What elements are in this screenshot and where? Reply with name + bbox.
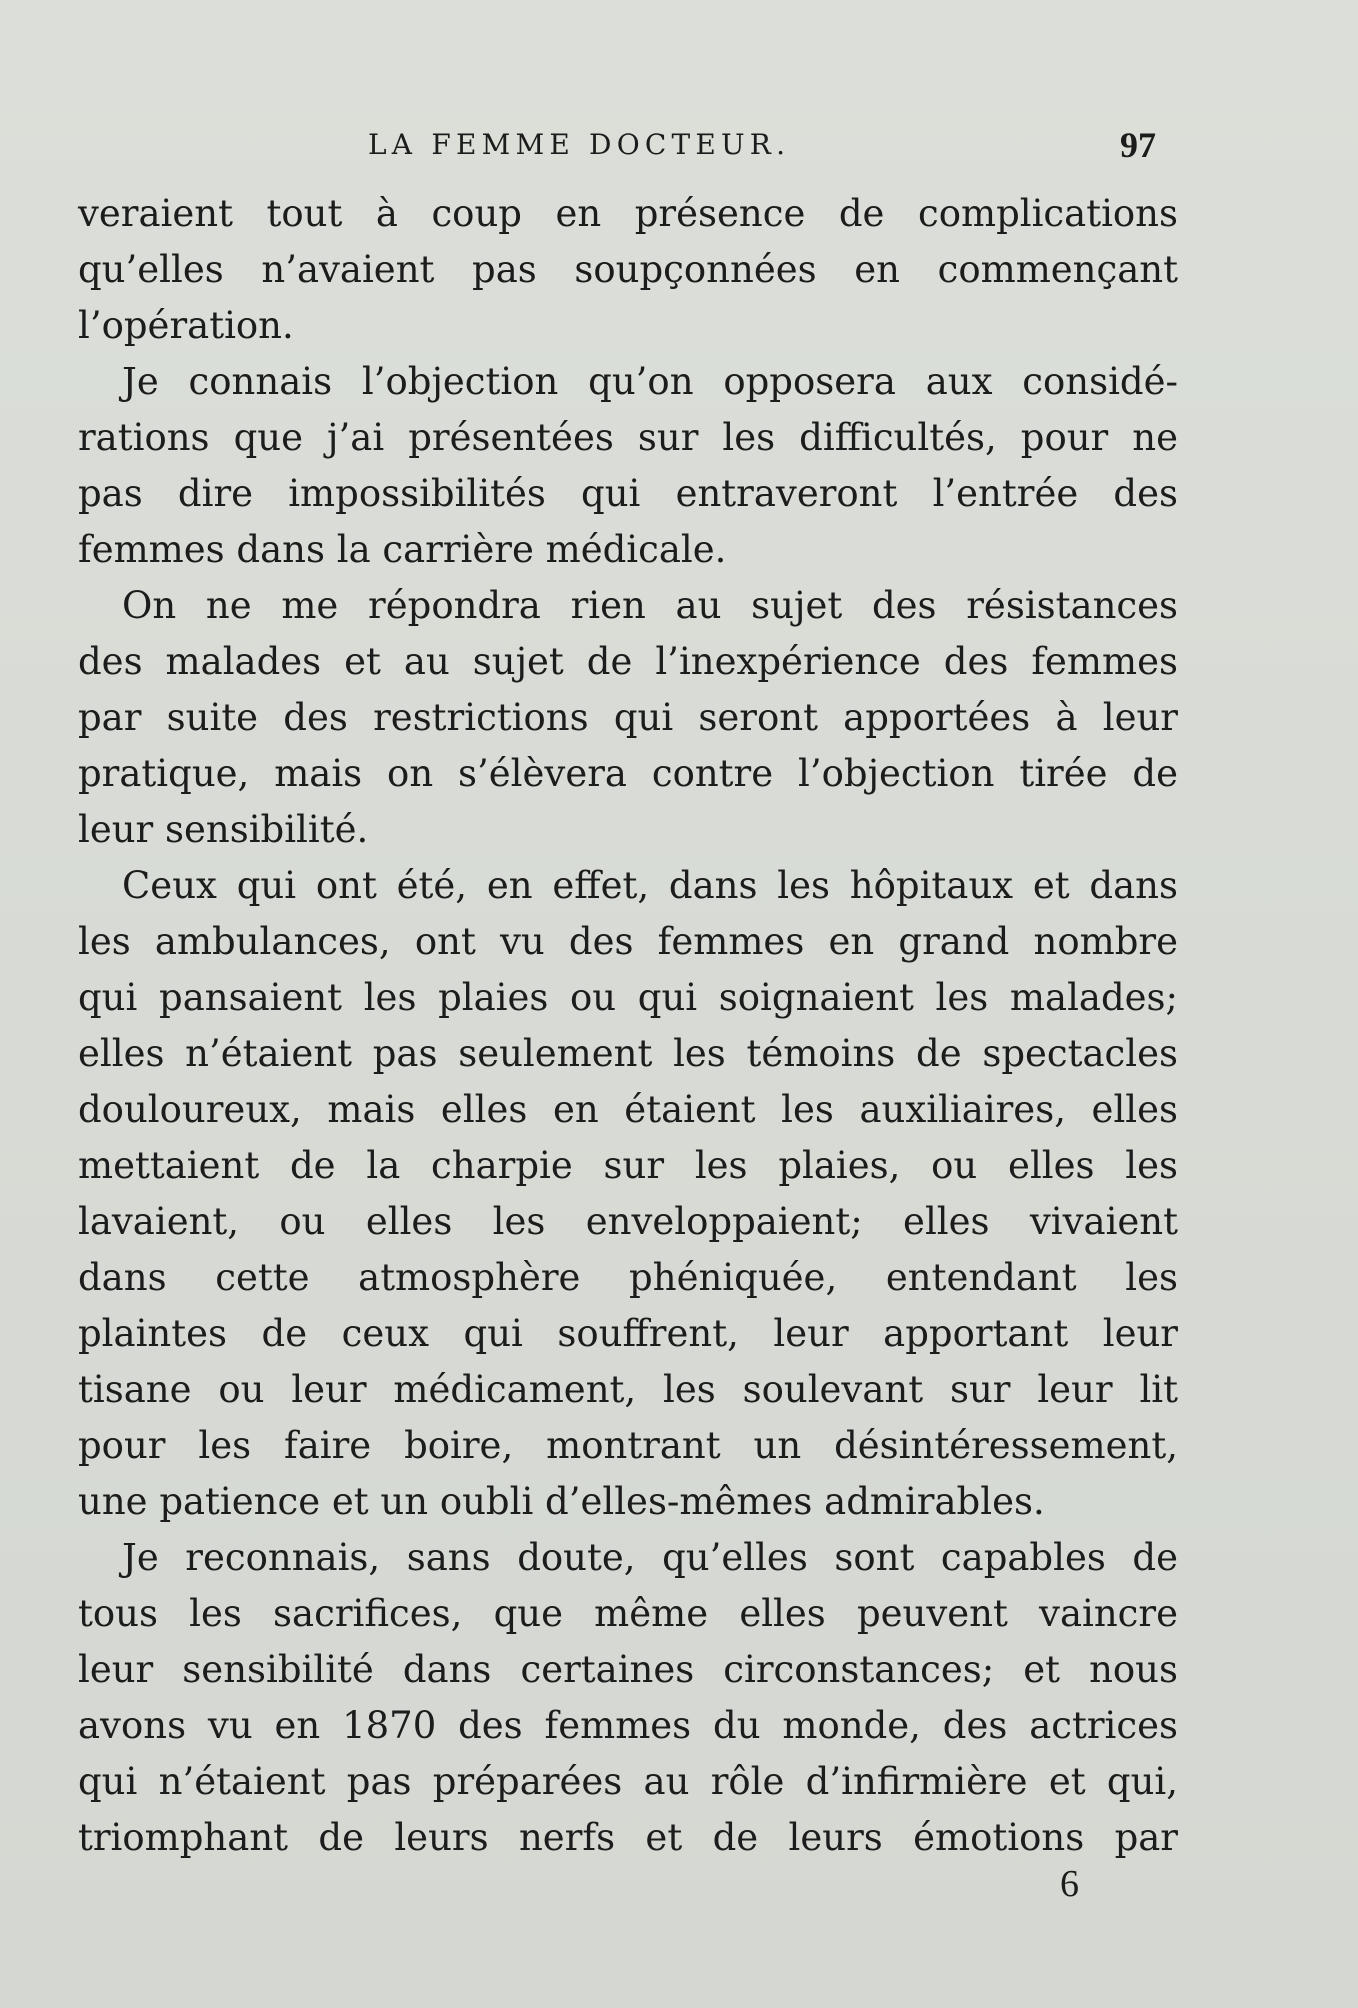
- page-number: 97: [1120, 125, 1156, 165]
- text-line: veraient tout à coup en présence de complications: [78, 192, 1178, 235]
- text-line: mettaient de la charpie sur les plaies, ou elles les: [78, 1144, 1178, 1187]
- text-line: par suite des restrictions qui seront apportées à leur: [78, 696, 1178, 739]
- running-title: LA FEMME DOCTEUR.: [368, 128, 791, 161]
- text-line: pour les faire boire, montrant un désintéressement,: [78, 1424, 1178, 1467]
- text-line: tous les sacrifices, que même elles peuvent vaincre: [78, 1592, 1178, 1635]
- text-line: pratique, mais on s’élèvera contre l’objection tirée de: [78, 752, 1178, 795]
- text-line: l’opération.: [78, 304, 294, 347]
- text-line: femmes dans la carrière médicale.: [78, 528, 727, 571]
- text-line: une patience et un oubli d’elles-mêmes admirables.: [78, 1480, 1045, 1523]
- text-line: elles n’étaient pas seulement les témoins de spectacles: [78, 1032, 1178, 1075]
- text-line: avons vu en 1870 des femmes du monde, des actrices: [78, 1704, 1178, 1747]
- text-line: qu’elles n’avaient pas soupçonnées en commençant: [78, 248, 1178, 291]
- text-line: pas dire impossibilités qui entraveront l’entrée des: [78, 472, 1178, 515]
- text-line: plaintes de ceux qui souffrent, leur apportant leur: [78, 1312, 1178, 1355]
- text-line: les ambulances, ont vu des femmes en grand nombre: [78, 920, 1178, 963]
- text-line: leur sensibilité.: [78, 808, 369, 851]
- paragraph-first-line: Je connais l’objection qu’on opposera aux considé-: [122, 360, 1178, 403]
- paragraph-first-line: On ne me répondra rien au sujet des résistances: [122, 584, 1178, 627]
- text-line: qui pansaient les plaies ou qui soignaient les malades;: [78, 976, 1178, 1019]
- text-line: lavaient, ou elles les enveloppaient; elles vivaient: [78, 1200, 1178, 1243]
- text-line: des malades et au sujet de l’inexpérience des femmes: [78, 640, 1178, 683]
- text-line: leur sensibilité dans certaines circonstances; et nous: [78, 1648, 1178, 1691]
- paragraph-first-line: Je reconnais, sans doute, qu’elles sont capables de: [122, 1536, 1178, 1579]
- text-line: dans cette atmosphère phéniquée, entendant les: [78, 1256, 1178, 1299]
- text-line: rations que j’ai présentées sur les difficultés, pour ne: [78, 416, 1178, 459]
- running-head: [0, 125, 1358, 168]
- signature-mark: 6: [1060, 1863, 1079, 1905]
- text-line: triomphant de leurs nerfs et de leurs émotions par: [78, 1816, 1178, 1859]
- body-text: [78, 186, 1178, 1866]
- paragraph-first-line: Ceux qui ont été, en effet, dans les hôpitaux et dans: [122, 864, 1178, 907]
- text-line: tisane ou leur médicament, les soulevant sur leur lit: [78, 1368, 1178, 1411]
- text-line: qui n’étaient pas préparées au rôle d’infirmière et qui,: [78, 1760, 1178, 1803]
- text-line: douloureux, mais elles en étaient les auxiliaires, elles: [78, 1088, 1178, 1131]
